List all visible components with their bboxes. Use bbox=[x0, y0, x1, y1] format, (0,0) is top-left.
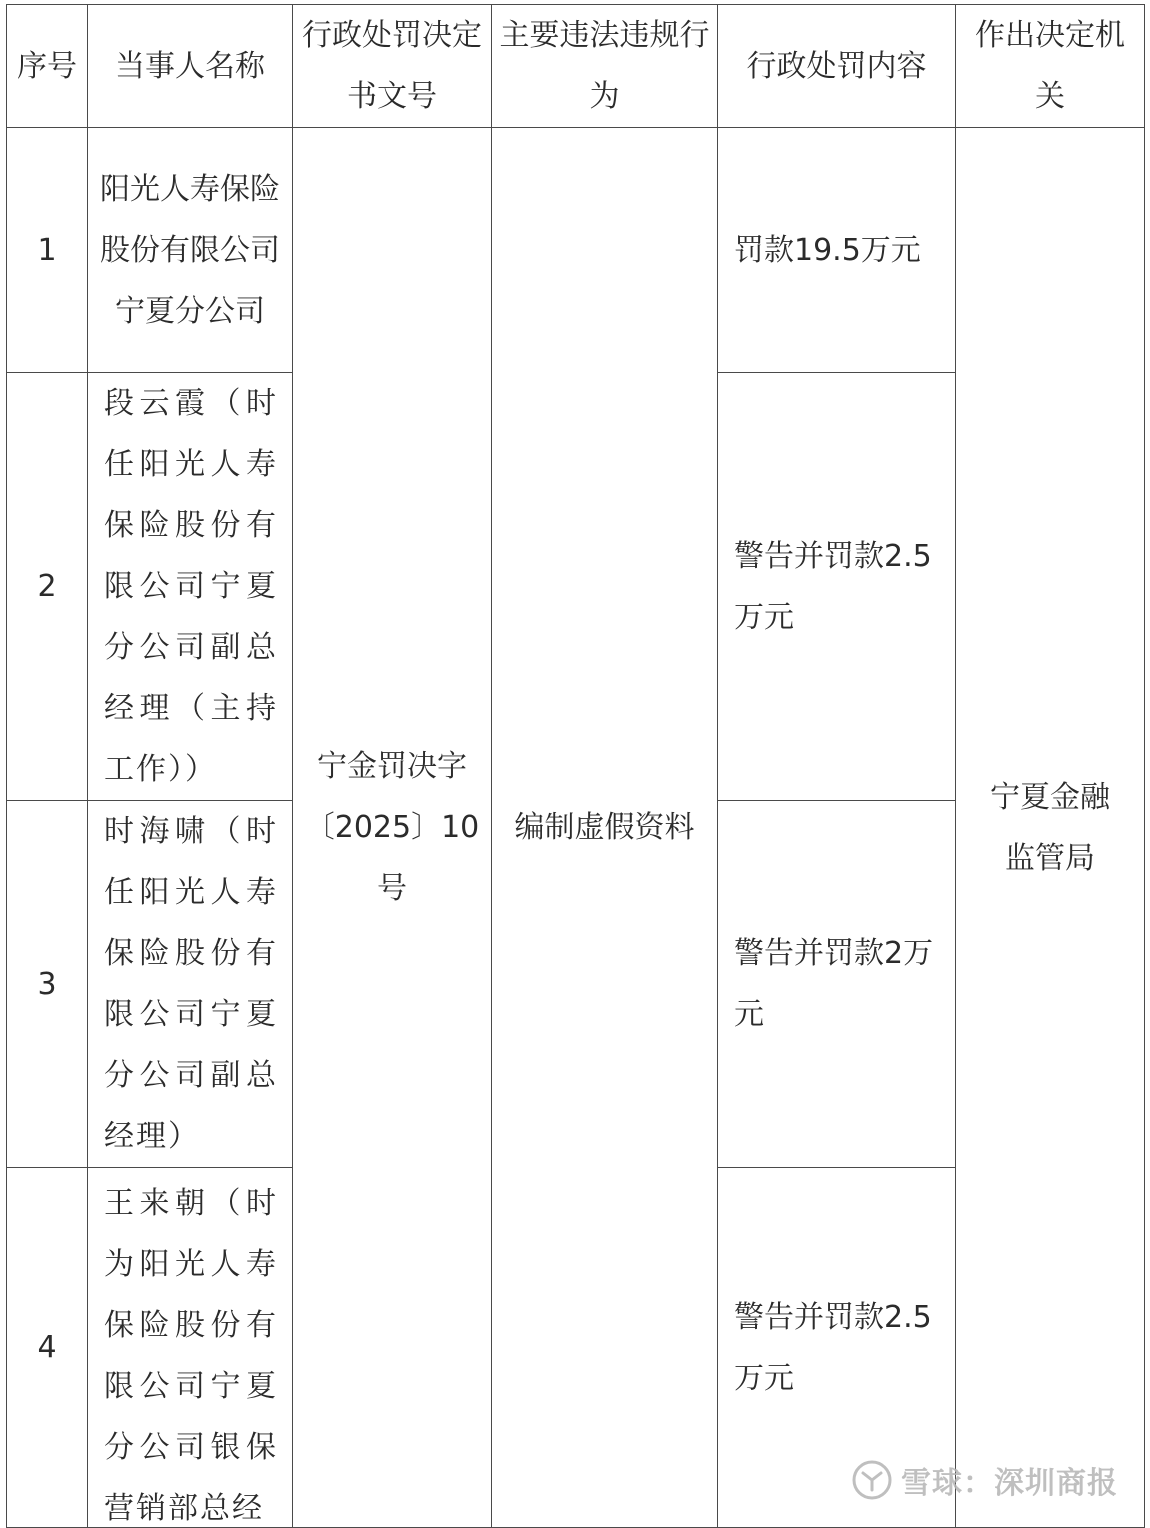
watermark-text: 雪球：深圳商报 bbox=[901, 1466, 1118, 1501]
row-seq: 3 bbox=[7, 801, 88, 1168]
row-party: 阳光人寿保险股份有限公司宁夏分公司 bbox=[88, 128, 293, 373]
shared-authority: 宁夏金融监管局 bbox=[956, 128, 1145, 1528]
row-party: 段云霞（时任阳光人寿保险股份有限公司宁夏分公司副总经理（主持工作）） bbox=[88, 373, 293, 801]
header-penalty: 行政处罚内容 bbox=[718, 5, 956, 128]
row-party: 时海啸（时任阳光人寿保险股份有限公司宁夏分公司副总经理） bbox=[88, 801, 293, 1168]
penalty-table bbox=[6, 4, 1145, 1528]
header-doc-no: 行政处罚决定书文号 bbox=[293, 5, 492, 128]
row-penalty: 警告并罚款2.5万元 bbox=[718, 1168, 956, 1528]
row-seq: 4 bbox=[7, 1168, 88, 1528]
header-authority: 作出决定机关 bbox=[956, 5, 1145, 128]
header-row bbox=[7, 5, 1145, 128]
header-seq: 序号 bbox=[7, 5, 88, 128]
row-seq: 1 bbox=[7, 128, 88, 373]
header-party: 当事人名称 bbox=[88, 5, 293, 128]
shared-violation: 编制虚假资料 bbox=[492, 128, 718, 1528]
row-penalty: 罚款19.5万元 bbox=[718, 128, 956, 373]
row-penalty: 警告并罚款2万元 bbox=[718, 801, 956, 1168]
watermark bbox=[851, 1458, 1118, 1502]
row-party bbox=[88, 1168, 293, 1528]
row-penalty: 警告并罚款2.5万元 bbox=[718, 373, 956, 801]
header-violation: 主要违法违规行为 bbox=[492, 5, 718, 128]
row-party-text: 王来朝（时为阳光人寿保险股份有限公司宁夏分公司银保营销部总经 bbox=[104, 1185, 278, 1523]
xueqiu-logo-icon bbox=[851, 1459, 893, 1501]
table-row bbox=[7, 128, 1145, 373]
row-seq: 2 bbox=[7, 373, 88, 801]
shared-doc-no: 宁金罚决字〔2025〕10号 bbox=[293, 128, 492, 1528]
